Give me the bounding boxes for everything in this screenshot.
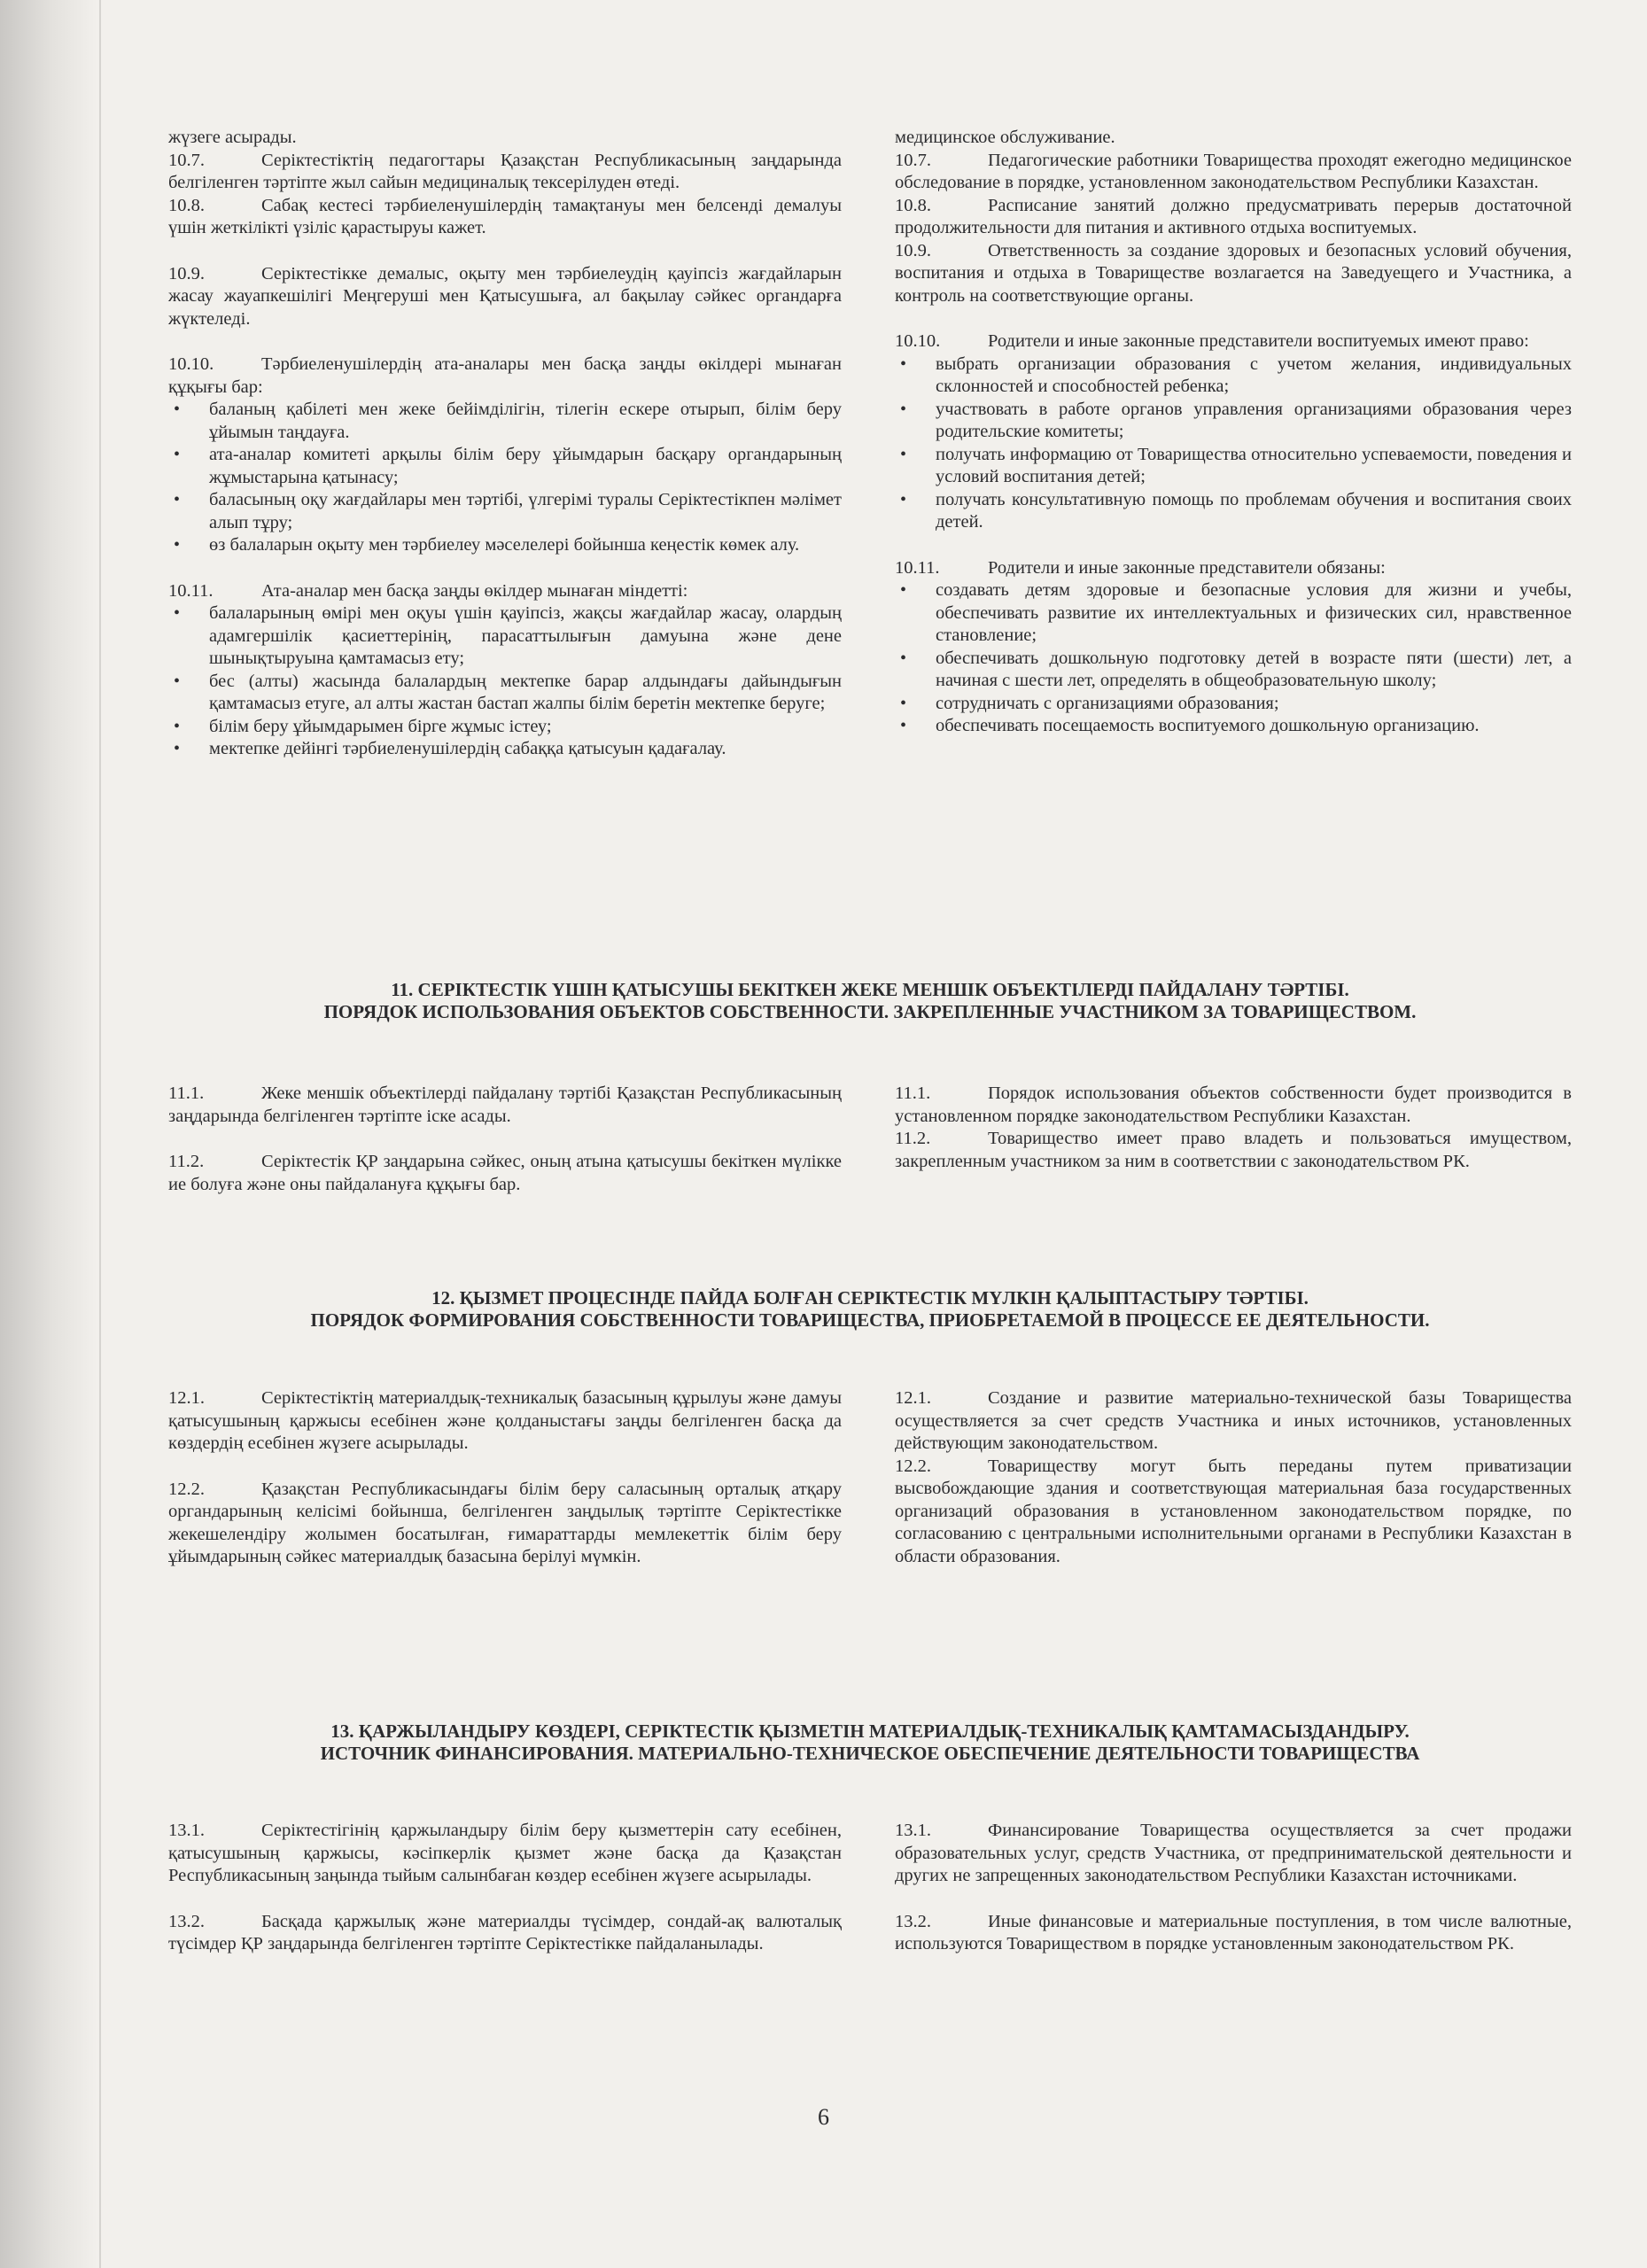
- clause-text: Расписание занятий должно предусматривать перерыв достаточной продолжительности для питания и активного отдыха воспитуемых.: [895, 195, 1572, 237]
- clause-number: 12.2.: [895, 1456, 931, 1476]
- rights-list: [895, 353, 1572, 534]
- clause-text: Тәрбиеленушілердің ата-аналары мен басқа заңды өкілдері мынаған құқығы бар:: [168, 354, 842, 397]
- clause-number: 13.2.: [895, 1911, 931, 1931]
- clause-text: Ответственность за создание здоровых и безопасных условий обучения, воспитания и отдыха в Товариществе возлагается на Заведуещего и Участника, а контроль на соответствующие органы.: [895, 240, 1572, 306]
- clause-text: Финансирование Товарищества осуществляется за счет продажи образовательных услуг, средств Участника, от предпринимательской деятельности и других не запрещенных законодательством Республики Казахстан источниками.: [895, 1821, 1572, 1885]
- paragraph-10-10: [895, 330, 1572, 353]
- page-fold: [99, 0, 101, 2268]
- list-item: • бес (алты) жасында балалардың мектепке барар алдындағы дайындығын қамтамасыз етуге, ал алты жастан бастап жалпы білім беретін мектепке беруге;: [168, 671, 842, 716]
- clause-number: 10.8.: [168, 195, 205, 215]
- clause-text: Сабақ кестесі тәрбиеленушілердің тамақтануы мен белсенді демалуы үшін жеткілікті үзіліс қарастыруы кажет.: [168, 195, 842, 237]
- list-item: • получать информацию от Товарищества относительно успеваемости, поведения и условий воспитания детей;: [895, 444, 1572, 489]
- clause-text: Товарищество имеет право владеть и пользоваться имуществом, закрепленным участником за ним в соответствии с законодательством РК.: [895, 1129, 1572, 1171]
- paragraph-13-2: [168, 1911, 842, 1956]
- clause-number: 10.10.: [168, 354, 214, 374]
- clause-number: 11.2.: [168, 1152, 205, 1171]
- clause-number: 13.1.: [895, 1821, 931, 1840]
- paragraph-11-2: [168, 1151, 842, 1196]
- scan-shadow: [0, 0, 97, 2268]
- list-item: • обеспечивать дошкольную подготовку детей в возрасте пяти (шести) лет, а начиная с шести лет, определять в общеобразовательную школу;: [895, 648, 1572, 693]
- clause-number: 10.9.: [895, 240, 931, 260]
- section-10-ru-column: [895, 127, 1572, 738]
- clause-text: Серіктестікке демалыс, оқыту мен тәрбиелеудің қауіпсіз жағдайларын жасау жауапкешілігі Меңгеруші мен Қатысушыға, ал бақылау сәйкес органдарға жүктеледі.: [168, 263, 842, 329]
- heading-kz: 12. ҚЫЗМЕТ ПРОЦЕСІНДЕ ПАЙДА БОЛҒАН СЕРІКТЕСТІК МҮЛКІН ҚАЛЫПТАСТЫРУ ТӘРТІБІ.: [431, 1287, 1309, 1309]
- paragraph-13-1: [168, 1820, 842, 1888]
- paragraph-intro: жүзеге асырады.: [168, 128, 297, 147]
- clause-text: Қазақстан Республикасындағы білім беру саласының орталық атқару органдарының келісімі бойынша, белгіленген заңдылық тәртіпте Серіктестікке жекешелендіру жолымен босатылған, ғимараттарды мемлекеттік білім беру ұйымдарының сәйкес материалдық базасына берілуі мүмкін.: [168, 1479, 842, 1566]
- paragraph-13-2: [895, 1911, 1572, 1956]
- clause-text: Создание и развитие материально-технической базы Товарищества осуществляется за счет средств Участника и иных источников, установленных действующим законодательством.: [895, 1388, 1572, 1453]
- paragraph-12-2: [895, 1456, 1572, 1569]
- section-12-ru-column: [895, 1387, 1572, 1568]
- section-11-kz-column: [168, 1083, 842, 1196]
- paragraph-10-8: [168, 195, 842, 240]
- list-item: • білім беру ұйымдарымен бірге жұмыс істеу;: [168, 716, 842, 739]
- clause-text: Серіктестік ҚР заңдарына сәйкес, оның атына қатысушы бекіткен мүлікке ие болуға және оны пайдалануға құқығы бар.: [168, 1152, 842, 1194]
- section-13-kz-column: [168, 1820, 842, 1956]
- section-11-heading: [168, 979, 1572, 1023]
- clause-number: 10.11.: [168, 580, 214, 601]
- paragraph-12-2: [168, 1479, 842, 1569]
- paragraph-11-2: [895, 1128, 1572, 1173]
- heading-ru: ПОРЯДОК ФОРМИРОВАНИЯ СОБСТВЕННОСТИ ТОВАРИЩЕСТВА, ПРИОБРЕТАЕМОЙ В ПРОЦЕССЕ ЕЕ ДЕЯТЕЛЬНОСТИ.: [310, 1309, 1430, 1331]
- paragraph-10-10: [168, 353, 842, 399]
- list-item: • участвовать в работе органов управления организациями образования через родительские комитеты;: [895, 399, 1572, 444]
- clause-text: Басқада қаржылық және материалды түсімдер, сондай-ақ валюталық түсімдер ҚР заңдарында белгіленген тәртіпте Серіктестікке пайдаланылады.: [168, 1911, 842, 1953]
- rights-list: [168, 399, 842, 557]
- list-item: • создавать детям здоровые и безопасные условия для жизни и учебы, обеспечивать развитие их интеллектуальных и физических сил, нравственное становление;: [895, 579, 1572, 648]
- clause-text: Серіктестігінің қаржыландыру білім беру қызметтерін сату есебінен, қатысушының қаржысы, кәсіпкерлік қызмет және басқа да Қазақстан Республикасының заңында тыйым салынбаған көздер есебінен жүзеге асырылады.: [168, 1821, 842, 1885]
- list-item: • өз балаларын оқыту мен тәрбиелеу мәселелері бойынша кеңестік көмек алу.: [168, 534, 842, 557]
- duties-list: [895, 579, 1572, 738]
- heading-kz: 11. СЕРІКТЕСТІК ҮШІН ҚАТЫСУШЫ БЕКІТКЕН ЖЕКЕ МЕНШІК ОБЪЕКТІЛЕРДІ ПАЙДАЛАНУ ТӘРТІБІ.: [391, 979, 1349, 1000]
- clause-number: 10.10.: [895, 331, 941, 351]
- clause-text: Родители и иные законные представители воспитуемых имеют право:: [988, 331, 1529, 351]
- clause-number: 10.9.: [168, 263, 205, 284]
- clause-text: Серіктестіктің материалдық-техникалық базасының құрылуы және дамуы қатысушының қаржысы есебінен және қолданыстағы заңды белгіленген басқа да көздердің есебінен жүзеге асырылады.: [168, 1388, 842, 1453]
- list-item: • получать консультативную помощь по проблемам обучения и воспитания своих детей.: [895, 489, 1572, 534]
- clause-text: Серіктестіктің педагогтары Қазақстан Республикасының заңдарында белгіленген тәртіпте жыл сайын медициналық тексерілуден өтеді.: [168, 150, 842, 192]
- page-number: 6: [818, 2104, 829, 2130]
- clause-text: Родители и иные законные представители обязаны:: [988, 557, 1386, 578]
- clause-number: 11.2.: [895, 1129, 931, 1148]
- section-13-heading: [168, 1720, 1572, 1765]
- list-item: • сотрудничать с организациями образования;: [895, 693, 1572, 716]
- section-12-kz-column: [168, 1387, 842, 1569]
- paragraph-10-11: [895, 557, 1572, 580]
- list-item: • баланың қабілеті мен жеке бейімділігін, тілегін ескере отырып, білім беру ұйымын таңдауға.: [168, 399, 842, 444]
- heading-ru: ИСТОЧНИК ФИНАНСИРОВАНИЯ. МАТЕРИАЛЬНО-ТЕХНИЧЕСКОЕ ОБЕСПЕЧЕНИЕ ДЕЯТЕЛЬНОСТИ ТОВАРИЩЕСТВА: [320, 1743, 1420, 1764]
- list-item: • мектепке дейінгі тәрбиеленушілердің сабаққа қатысуын қадағалау.: [168, 738, 842, 761]
- paragraph-13-1: [895, 1820, 1572, 1888]
- clause-number: 13.2.: [168, 1911, 205, 1931]
- paragraph-11-1: [895, 1083, 1572, 1128]
- paragraph-12-1: [168, 1387, 842, 1456]
- clause-text: Товариществу могут быть переданы путем приватизации высвобождающие здания и соответствующая материальная база государственных организаций образования в установленном законодательством порядке, по согласованию с центральными исполнительными органами в Республики Казахстан в области образования.: [895, 1456, 1572, 1566]
- clause-text: Ата-аналар мен басқа заңды өкілдер мынаған міндетті:: [261, 580, 688, 601]
- list-item: • выбрать организации образования с учетом желания, индивидуальных склонностей и способностей ребенка;: [895, 353, 1572, 399]
- clause-number: 13.1.: [168, 1821, 205, 1840]
- clause-number: 12.1.: [168, 1388, 205, 1408]
- paragraph-10-9: [895, 240, 1572, 308]
- section-12-heading: [168, 1287, 1572, 1332]
- paragraph-11-1: [168, 1083, 842, 1128]
- section-13-ru-column: [895, 1820, 1572, 1956]
- clause-number: 10.7.: [895, 150, 931, 170]
- clause-text: Порядок использования объектов собственности будет производится в установленном порядке законодательством Республики Казахстан.: [895, 1084, 1572, 1126]
- paragraph-10-9: [168, 263, 842, 331]
- heading-ru: ПОРЯДОК ИСПОЛЬЗОВАНИЯ ОБЪЕКТОВ СОБСТВЕННОСТИ. ЗАКРЕПЛЕННЫЕ УЧАСТНИКОМ ЗА ТОВАРИЩЕСТВОМ.: [323, 1001, 1417, 1022]
- paragraph-10-7: [895, 150, 1572, 195]
- clause-text: Жеке меншік объектілерді пайдалану тәртібі Қазақстан Республикасының заңдарында белгіленген тәртіпте іске асады.: [168, 1084, 842, 1126]
- section-11-ru-column: [895, 1083, 1572, 1173]
- clause-text: Педагогические работники Товарищества проходят ежегодно медицинское обследование в порядке, установленном законодательством Республики Казахстан.: [895, 150, 1572, 192]
- clause-number: 10.7.: [168, 150, 205, 170]
- clause-number: 11.1.: [895, 1084, 931, 1103]
- clause-number: 12.2.: [168, 1479, 205, 1499]
- paragraph-intro: медицинское обслуживание.: [895, 128, 1115, 147]
- list-item: • баласының оқу жағдайлары мен тәртібі, үлгерімі туралы Серіктестікпен мәлімет алып тұру;: [168, 489, 842, 534]
- clause-number: 11.1.: [168, 1084, 205, 1103]
- list-item: • балаларының өмірі мен оқуы үшін қауіпсіз, жақсы жағдайлар жасау, олардың адамгершілік қасиеттерінің, парасаттылығын дамуына және дене шынықтыруына қамтамасыз ету;: [168, 602, 842, 671]
- paragraph-12-1: [895, 1387, 1572, 1456]
- paragraph-10-7: [168, 150, 842, 195]
- list-item: • обеспечивать посещаемость воспитуемого дошкольную организацию.: [895, 715, 1572, 738]
- clause-text: Иные финансовые и материальные поступления, в том числе валютные, используются Товариществом в порядке установленным законодательством РК.: [895, 1911, 1572, 1953]
- duties-list: [168, 602, 842, 761]
- paragraph-10-8: [895, 195, 1572, 240]
- list-item: • ата-аналар комитеті арқылы білім беру ұйымдарын басқару органдарының жұмыстарына қатынасу;: [168, 444, 842, 489]
- clause-number: 12.1.: [895, 1388, 931, 1408]
- clause-number: 10.11.: [895, 557, 940, 578]
- section-10-kz-column: [168, 127, 842, 761]
- clause-number: 10.8.: [895, 195, 931, 215]
- paragraph-10-11: [168, 580, 842, 603]
- heading-kz: 13. ҚАРЖЫЛАНДЫРУ КӨЗДЕРІ, СЕРІКТЕСТІК ҚЫЗМЕТІН МАТЕРИАЛДЫҚ-ТЕХНИКАЛЫҚ ҚАМТАМАСЫЗДАНДЫРУ.: [330, 1720, 1410, 1742]
